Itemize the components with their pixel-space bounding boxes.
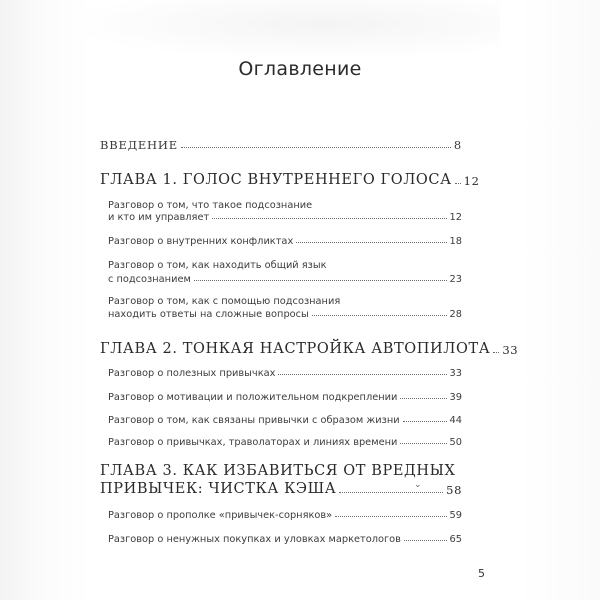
toc-chapter-2: [100, 341, 519, 357]
toc-subentry: [108, 510, 462, 521]
toc-chapter-1: [100, 172, 480, 188]
toc-subentry-page: 44: [449, 415, 462, 426]
toc-subentry: [108, 274, 462, 285]
toc-subentry-page: 12: [449, 212, 462, 223]
toc-entry-intro: [100, 138, 462, 152]
dot-leader: [181, 147, 451, 148]
toc-subentry-page: 65: [449, 534, 462, 545]
toc-subentry-label: Разговор о привычках, траволаторах и линиях времени: [108, 437, 398, 448]
dot-leader: [194, 280, 447, 281]
toc-subentry-page: 59: [449, 510, 462, 521]
toc-subentry-label: Разговор о прополке «привычек-сорняков»: [108, 510, 333, 521]
toc-subentry-page: 33: [449, 368, 462, 379]
toc-subentry-label: и кто им управляет: [108, 212, 210, 223]
toc-subentry-label: находить ответы на сложные вопросы: [108, 309, 309, 320]
toc-subentry-page: 28: [449, 309, 462, 320]
dot-leader: [403, 421, 447, 422]
dot-leader: [335, 516, 446, 517]
toc-entry-page: 8: [453, 138, 462, 152]
toc-chapter-3-line1: ГЛАВА 3. КАК ИЗБАВИТЬСЯ ОТ ВРЕДНЫХ: [100, 463, 456, 479]
dot-leader: [400, 443, 446, 444]
toc-subentry-page: 23: [449, 274, 462, 285]
dot-leader: [312, 315, 447, 316]
toc-subentry-page: 50: [449, 437, 462, 448]
toc-subentry-line1: Разговор о том, что такое подсознание: [108, 200, 313, 211]
toc-subentry-line1: Разговор о том, как находить общий язык: [108, 260, 327, 271]
toc-subentry: [108, 415, 462, 426]
toc-subentry: [108, 368, 462, 379]
toc-entry-label: ВВЕДЕНИЕ: [100, 138, 178, 152]
toc-subentry: [108, 534, 462, 545]
toc-subentry-label: Разговор о том, как связаны привычки с образом жизни: [108, 415, 400, 426]
dot-leader: [400, 398, 446, 399]
toc-subentry-label: с подсознанием: [108, 274, 191, 285]
toc-subentry-label: Разговор о внутренних конфликтах: [108, 236, 294, 247]
dot-leader: [339, 492, 443, 493]
toc-subentry: [108, 236, 462, 247]
toc-subentry-label: Разговор о ненужных покупках и уловках маркетологов: [108, 534, 401, 545]
dot-leader: [455, 183, 461, 184]
toc-subentry: [108, 309, 462, 320]
toc-chapter-label: ГЛАВА 1. ГОЛОС ВНУТРЕННЕГО ГОЛОСА: [100, 172, 452, 188]
ornament-mark: ⌄: [414, 480, 422, 490]
show-through-text: [60, 0, 500, 60]
toc-subentry-page: 39: [449, 392, 462, 403]
page-title: Оглавление: [238, 58, 362, 80]
toc-chapter-3: [100, 481, 462, 497]
dot-leader: [404, 540, 447, 541]
page-number: 5: [478, 567, 485, 580]
toc-subentry: [108, 212, 462, 223]
toc-subentry-label: Разговор о мотивации и положительном подкреплении: [108, 392, 398, 403]
toc-subentry-page: 18: [449, 236, 462, 247]
toc-chapter-label: ГЛАВА 2. ТОНКАЯ НАСТРОЙКА АВТОПИЛОТА: [100, 341, 491, 357]
toc-chapter-page: 58: [446, 483, 462, 497]
toc-chapter-page: 33: [502, 343, 519, 357]
toc-chapter-label: ПРИВЫЧЕК: ЧИСТКА КЭША: [100, 481, 337, 497]
dot-leader: [278, 374, 446, 375]
dot-leader: [493, 352, 499, 353]
toc-subentry: [108, 392, 462, 403]
toc-chapter-page: 12: [463, 174, 480, 188]
toc-subentry-label: Разговор о полезных привычках: [108, 368, 276, 379]
toc-subentry-line1: Разговор о том, как с помощью подсознания: [108, 296, 341, 307]
toc-subentry: [108, 437, 462, 448]
dot-leader: [296, 242, 446, 243]
dot-leader: [212, 218, 446, 219]
